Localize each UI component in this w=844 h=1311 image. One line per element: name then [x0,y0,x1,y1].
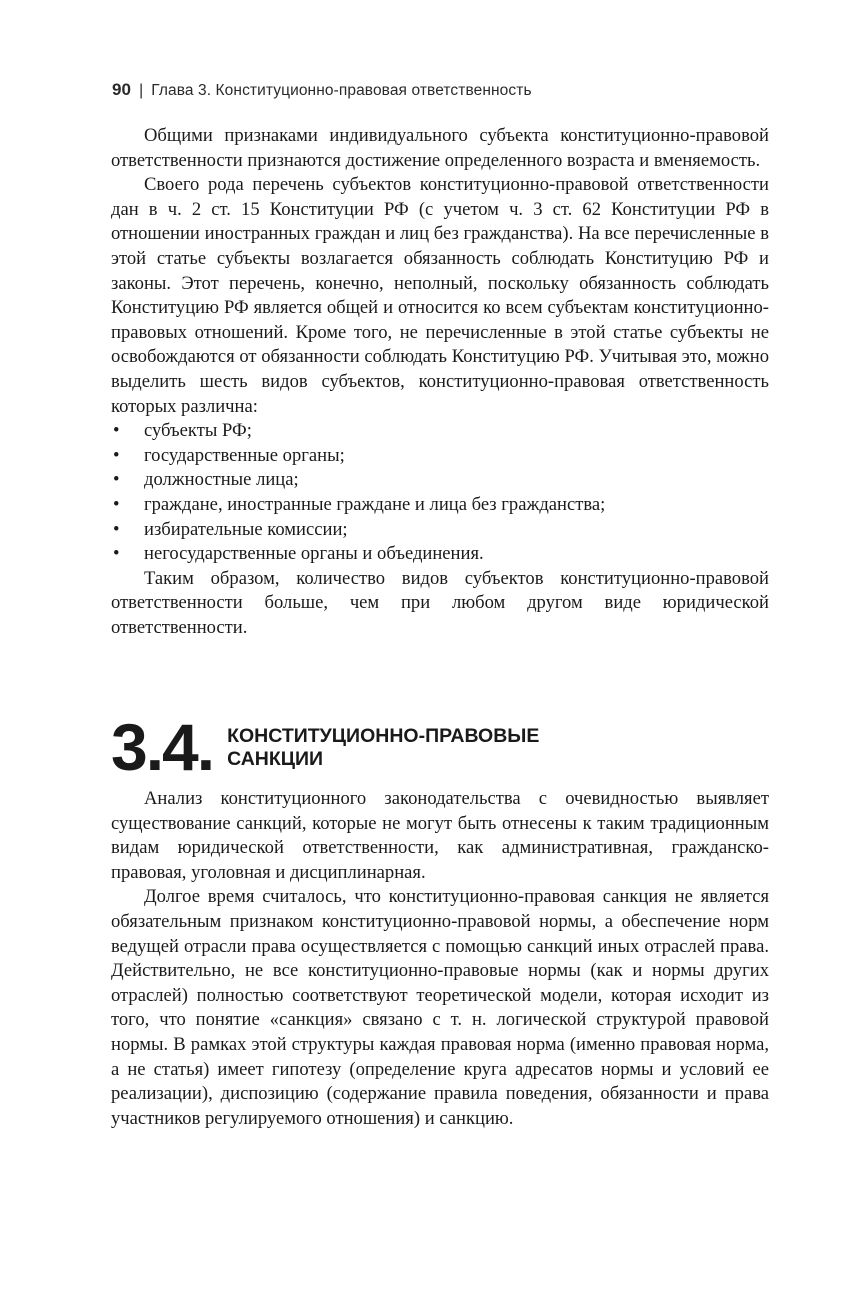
bullet-icon: • [113,543,120,565]
list-item-text: негосударственные органы и объединения. [144,543,484,565]
list-item [111,542,769,567]
list-item-text: субъекты РФ; [144,420,252,442]
section-title [227,723,539,771]
list-item-text: граждане, иностранные граждане и лица без гражданства; [144,493,606,515]
list-item [111,444,769,469]
section-title-line: САНКЦИИ [227,748,324,770]
list-item [111,468,769,493]
running-head-separator: | [139,82,144,99]
list-item-text: государственные органы; [144,444,345,466]
subjects-list [111,419,769,567]
paragraph: Общими признаками индивидуального субъекта конституционно-правовой ответственности признаются достижение определенного возраста и вменяемость. [111,125,769,171]
text-block-before-section [111,124,769,640]
bullet-icon: • [113,469,120,491]
text-block-after-section [111,787,769,1131]
section-heading [111,712,539,782]
running-head [112,80,532,100]
section-title-line: КОНСТИТУЦИОННО-ПРАВОВЫЕ [227,725,540,747]
list-item [111,518,769,543]
chapter-title: Глава 3. Конституционно-правовая ответственность [151,82,532,99]
bullet-icon: • [113,420,120,442]
bullet-icon: • [113,493,120,515]
list-item [111,493,769,518]
list-item-text: избирательные комиссии; [144,518,348,540]
bullet-icon: • [113,444,120,466]
page-number: 90 [112,80,132,99]
list-item [111,419,769,444]
paragraph: Своего рода перечень субъектов конституционно-правовой ответственности дан в ч. 2 ст. 15 Конституции РФ (с учетом ч. 3 ст. 62 Конституции РФ в отношении иностранных граждан и лиц без гражданства). На все перечисленные в этой статье субъекты возлагается обязанность соблюдать Конституцию РФ и законы. Этот перечень, конечно, неполный, поскольку обязанность соблюдать Конституцию РФ является общей и относится ко всем субъектам конституционно-правовых отношений. Кроме того, не перечисленные в этой статье субъекты не освобождаются от обязанности соблюдать Конституцию РФ. Учитывая это, можно выделить шесть видов субъектов, конституционно-правовая ответственность которых различна: [111,174,769,417]
section-number: 3.4. [111,710,214,784]
list-item-text: должностные лица; [144,469,299,491]
paragraph: Долгое время считалось, что конституционно-правовая санкция не является обязательным признаком конституционно-правовой нормы, а обеспечение норм ведущей отрасли права осуществляется с помощью санкций иных отраслей права. Действительно, не все конституционно-правовые нормы (как и нормы других отраслей) полностью соответствуют теоретической модели, которая исходит из того, что понятие «санкция» связано с т. н. логической структурой правовой нормы. В рамках этой структуры каждая правовая норма (именно правовая норма, а не статья) имеет гипотезу (определение круга адресатов нормы и условий ее реализации), диспозицию (содержание правила поведения, обязанности и права участников регулируемого отношения) и санкцию. [111,886,769,1129]
bullet-icon: • [113,518,120,540]
paragraph: Таким образом, количество видов субъектов конституционно-правовой ответственности больше, чем при любом другом виде юридической ответственности. [111,567,769,638]
paragraph: Анализ конституционного законодательства с очевидностью выявляет существование санкций, которые не могут быть отнесены к таким традиционным видам юридической ответственности, как административная, гражданско-правовая, уголовная и дисциплинарная. [111,788,769,883]
